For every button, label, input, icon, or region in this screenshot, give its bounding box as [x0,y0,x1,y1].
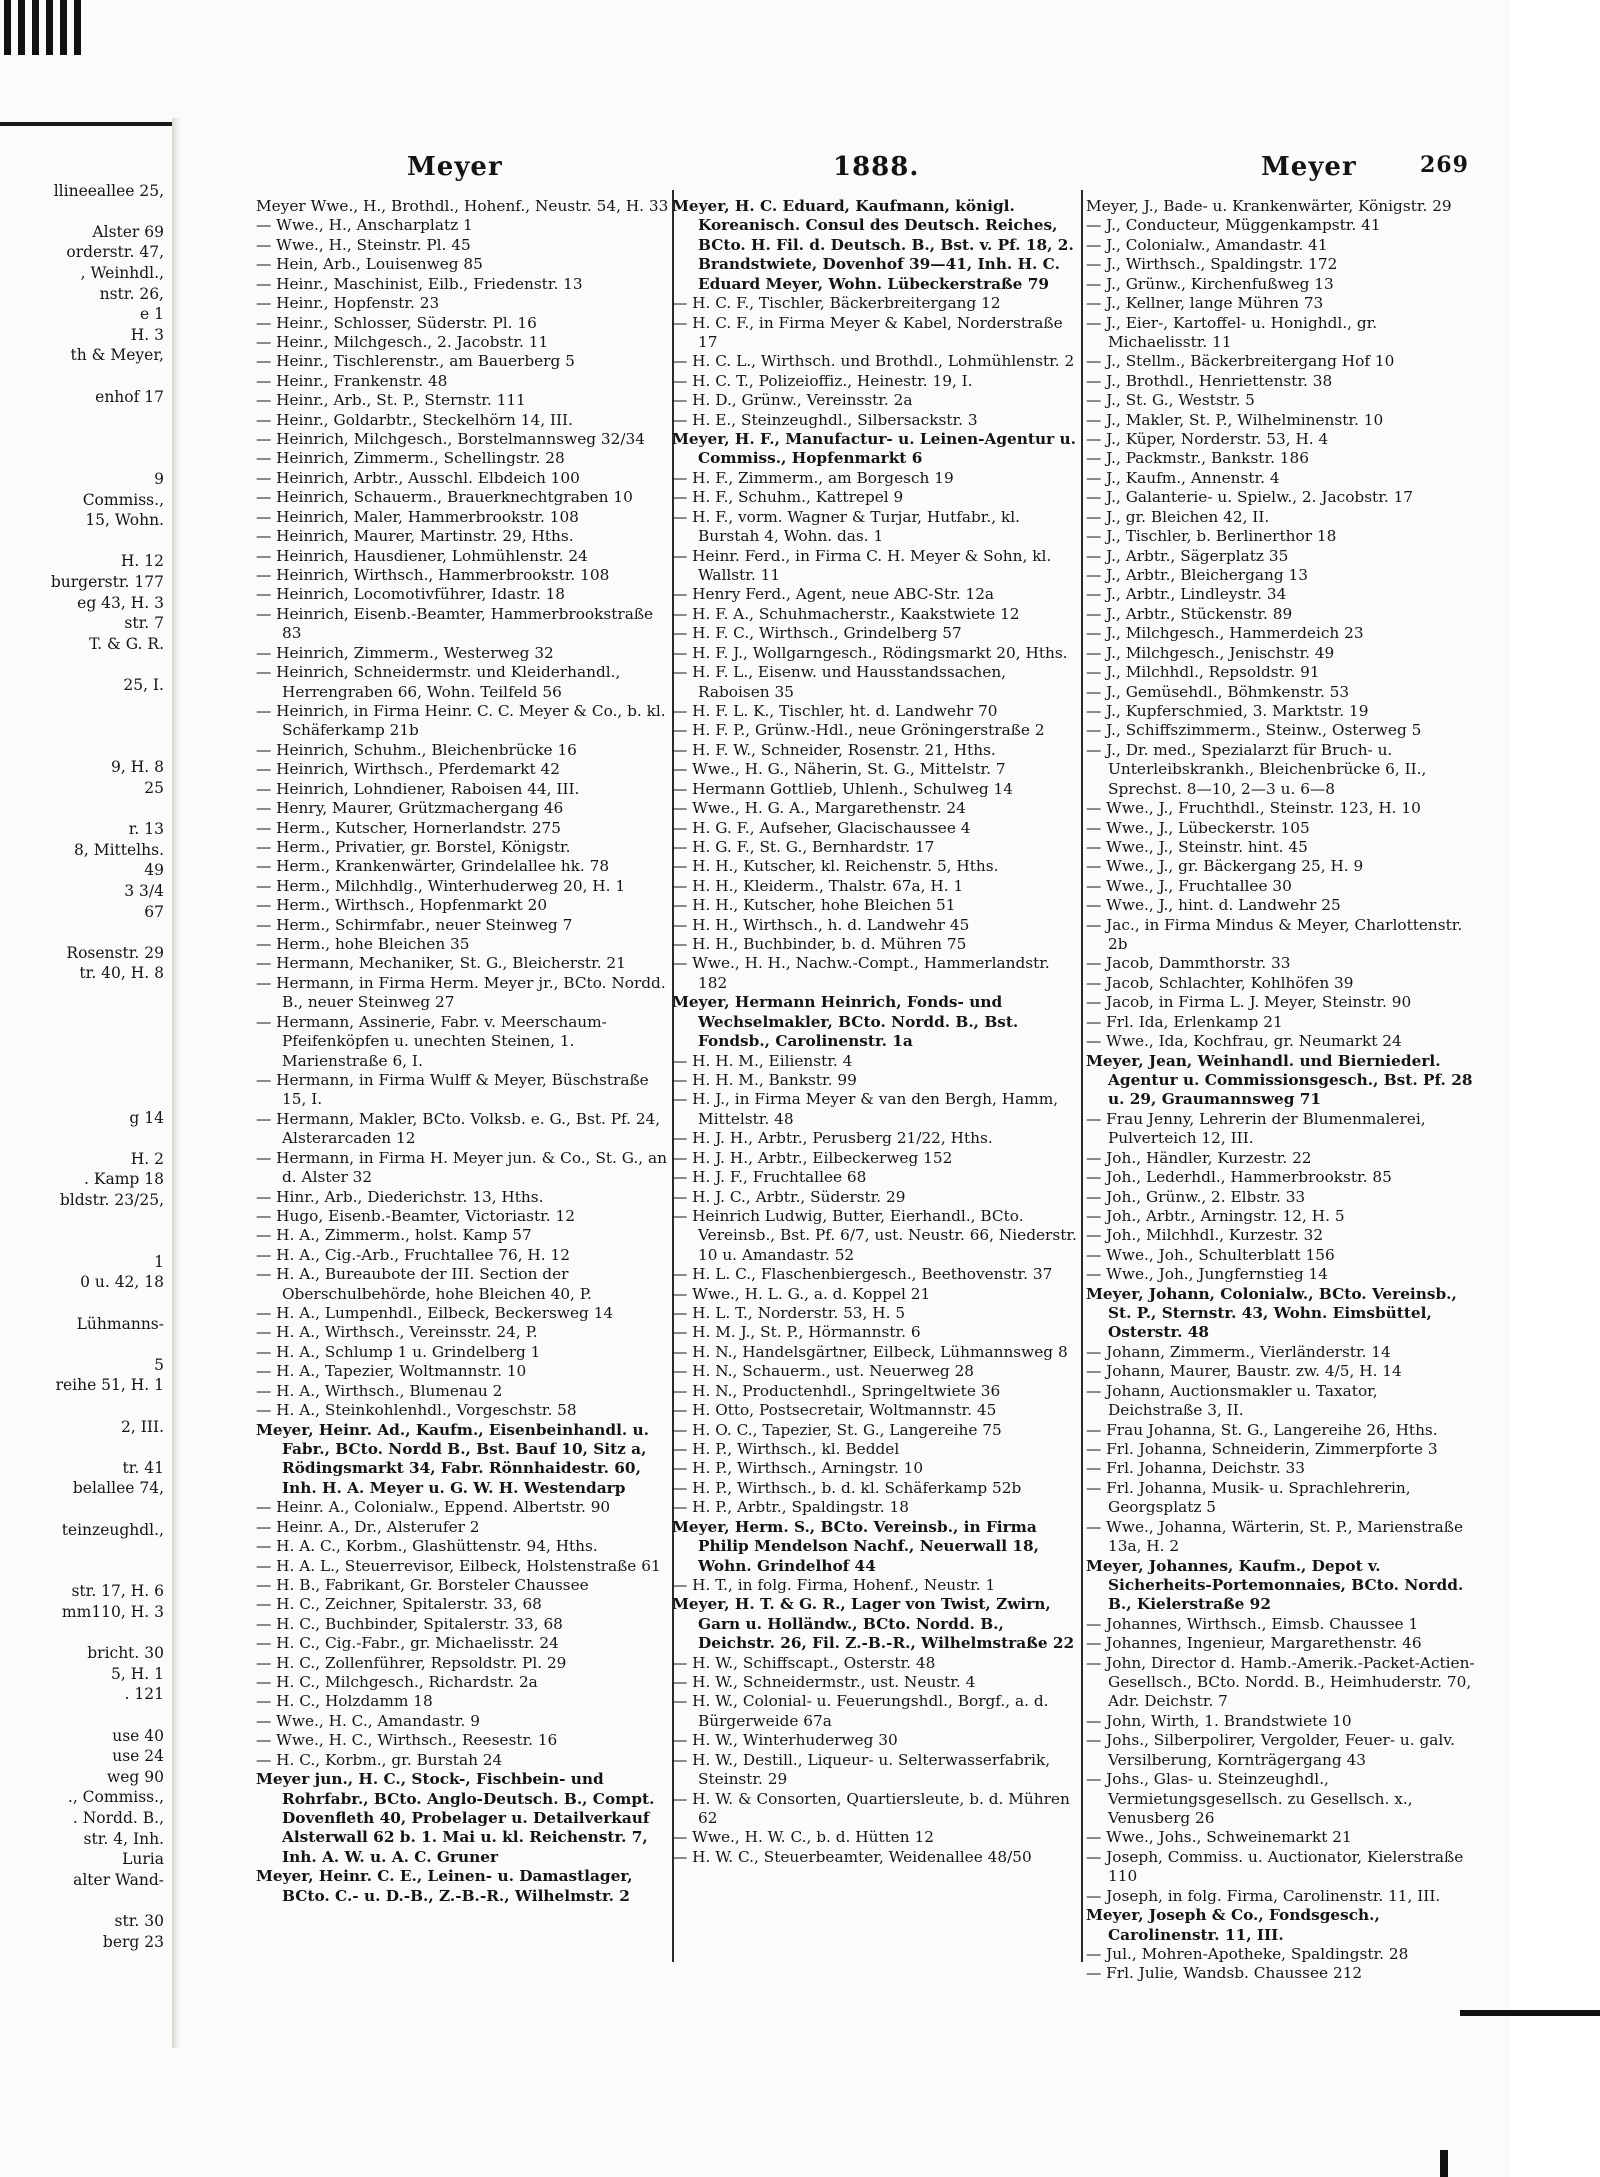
directory-entry: — Johannes, Ingenieur, Margarethenstr. 46 [1086,1634,1422,1653]
directory-entry: — H. F. L. K., Tischler, ht. d. Landwehr 70 [672,701,998,720]
left-page-fragment: burgerstr. 177 [50,573,164,591]
left-page-fragment: tr. 41 [122,1458,164,1477]
directory-entry: — Wwe., Joh., Schulterblatt 156 [1086,1245,1335,1264]
directory-entry: — J., Arbtr., Stückenstr. 89 [1086,604,1293,623]
directory-entry: — J., Dr. med., Spezialarzt für Bruch- u. Unterleibskrankh., Bleichenbrücke 6, II., Sprechst. 8—10, 2—3 u. 6—8 [1086,740,1427,798]
directory-main-entry: Meyer, H. T. & G. R., Lager von Twist, Zwirn, Garn u. Holländw., BCto. Nordd. B., Deichstr. 26, Fil. Z.-B.-R., Wilhelmstraße 22 [672,1595,1075,1653]
directory-entry: — Wwe., J., Fruchthdl., Steinstr. 123, H. 10 [1086,799,1421,818]
left-page-fragment: Luria [122,1850,164,1869]
directory-entry: — H. A., Lumpenhdl., Eilbeck, Beckersweg 14 [256,1304,614,1323]
directory-entry: — H. A., Bureaubote der III. Section der Oberschulbehörde, hohe Bleichen 40, P. [256,1265,592,1303]
directory-entry: — H. N., Schauerm., ust. Neuerweg 28 [672,1362,975,1381]
left-page-fragment: T. & G. R. [89,634,164,653]
directory-entry: — H. E., Steinzeughdl., Silbersackstr. 3 [672,410,978,429]
bottom-edge-rule [1460,2010,1600,2016]
directory-entry: — Heinrich, Eisenb.-Beamter, Hammerbrookstraße 83 [256,604,654,643]
directory-entry: — H. W. & Consorten, Quartiersleute, b. d. Mühren 62 [672,1789,1070,1828]
header-year: 1888. [833,152,920,182]
left-page-fragment: str. 17, H. 6 [71,1582,164,1601]
directory-entry: — J., Arbtr., Lindleystr. 34 [1086,585,1287,604]
directory-entry: — H. C., Korbm., gr. Burstah 24 [256,1750,503,1769]
directory-entry: — Joh., Lederhdl., Hammerbrookstr. 85 [1086,1168,1392,1187]
directory-entry: — H. F. J., Wollgarngesch., Rödingsmarkt 20, Hths. [672,643,1068,662]
directory-entry: — J., Küper, Norderstr. 53, H. 4 [1086,430,1329,449]
directory-entry: — Heinr., Milchgesch., 2. Jacobstr. 11 [256,332,549,351]
directory-entry: — Wwe., H. W. C., b. d. Hütten 12 [672,1828,934,1847]
directory-entry: — Heinrich, Zimmerm., Schellingstr. 28 [256,449,565,468]
directory-entry: — Heinrich, Schuhm., Bleichenbrücke 16 [256,740,577,759]
directory-entry: — Heinrich Ludwig, Butter, Eierhandl., BCto. Vereinsb., Bst. Pf. 6/7, ust. Neustr. 66, Niederstr. 10 u. Amandastr. 52 [672,1206,1077,1264]
directory-entry: — J., Galanterie- u. Spielw., 2. Jacobstr. 17 [1086,488,1414,507]
directory-entry: — H. A., Cig.-Arb., Fruchtallee 76, H. 12 [256,1245,570,1264]
directory-entry: — Jul., Mohren-Apotheke, Spaldingstr. 28 [1086,1944,1409,1963]
directory-entry: Meyer, J., Bade- u. Krankenwärter, Königstr. 29 [1086,197,1452,215]
directory-entry: — Wwe., H. H., Nachw.-Compt., Hammerlandstr. 182 [672,954,1050,992]
directory-entry: — Frau Jenny, Lehrerin der Blumenmalerei, Pulverteich 12, III. [1086,1109,1426,1148]
directory-entry: — H. C., Zollenführer, Repsoldstr. Pl. 29 [256,1653,567,1672]
directory-entry: — Heinrich, Maurer, Martinstr. 29, Hths. [256,527,574,546]
directory-entry: — Hinr., Arb., Diederichstr. 13, Hths. [256,1187,544,1206]
left-page-fragment: Lühmanns- [76,1314,164,1333]
directory-entry: — Heinr., Goldarbtr., Steckelhörn 14, III. [256,410,573,429]
directory-entry: — H. W., Schneidermstr., ust. Neustr. 4 [672,1673,976,1692]
corner-mark [1440,2150,1448,2177]
directory-entry: — H. W., Destill., Liqueur- u. Selterwasserfabrik, Steinstr. 29 [672,1750,1051,1789]
directory-entry: — H. C. T., Polizeioffiz., Heinestr. 19, I. [672,371,973,390]
left-page-fragment: g 14 [129,1108,164,1127]
directory-main-entry: Meyer, Joseph & Co., Fondsgesch., Carolinenstr. 11, III. [1086,1906,1380,1944]
book-gutter [172,118,184,2048]
directory-entry: — J., Kaufm., Annenstr. 4 [1086,468,1280,487]
left-page-rule [0,122,175,126]
left-page-fragment: 3 3/4 [124,882,164,900]
directory-entry: — J., Schiffszimmerm., Steinw., Osterweg 5 [1086,721,1422,740]
left-page-fragment: weg 90 [106,1767,164,1786]
directory-entry: — Heinr., Hopfenstr. 23 [256,294,440,313]
directory-entry: — H. O. C., Tapezier, St. G., Langereihe 75 [672,1420,1002,1439]
right-page-margin [1510,0,1600,2177]
left-page-fragment: use 40 [112,1726,164,1745]
directory-entry: — H. P., Wirthsch., b. d. kl. Schäferkamp 52b [672,1478,1022,1497]
directory-entry: — Heinrich, Schauerm., Brauerknechtgraben 10 [256,488,633,507]
page-number: 269 [1420,152,1469,178]
directory-entry: — Frl. Julie, Wandsb. Chaussee 212 [1086,1964,1363,1983]
directory-entry: — Herm., Schirmfabr., neuer Steinweg 7 [256,915,573,934]
directory-entry: — Joh., Grünw., 2. Elbstr. 33 [1086,1187,1306,1206]
directory-entry: — H. G. F., St. G., Bernhardstr. 17 [672,837,935,856]
directory-entry: — Frl. Johanna, Deichstr. 33 [1086,1459,1306,1478]
directory-entry: — Wwe., Johanna, Wärterin, St. P., Marienstraße 13a, H. 2 [1086,1517,1464,1556]
directory-main-entry: Meyer, Johann, Colonialw., BCto. Vereinsb., St. P., Sternstr. 43, Wohn. Eimsbüttel, Osterstr. 48 [1086,1284,1457,1342]
left-page-fragment: reihe 51, H. 1 [55,1376,164,1395]
directory-entry: — H. C., Milchgesch., Richardstr. 2a [256,1673,538,1692]
left-page-fragment: mm110, H. 3 [61,1603,164,1621]
directory-entry: — H. C. L., Wirthsch. und Brothdl., Lohmühlenstr. 2 [672,352,1075,371]
directory-main-entry: Meyer, Herm. S., BCto. Vereinsb., in Firma Philip Mendelson Nachf., Neuerwall 18, Wohn. Grindelhof 44 [672,1517,1039,1575]
left-page-fragment: 67 [144,902,164,921]
directory-entry: — H. A., Schlump 1 u. Grindelberg 1 [256,1342,541,1361]
directory-entry: — Johann, Auctionsmakler u. Taxator, Deichstraße 3, II. [1086,1381,1378,1420]
directory-entry: — J., Brothdl., Henriettenstr. 38 [1086,371,1333,390]
directory-entry: — Heinr. A., Dr., Alsterufer 2 [256,1517,480,1536]
directory-entry: — H. H., Kleiderm., Thalstr. 67a, H. 1 [672,876,964,895]
directory-entry: — H. J. C., Arbtr., Süderstr. 29 [672,1187,906,1206]
directory-entry: — Hermann, in Firma H. Meyer jun. & Co., St. G., an d. Alster 32 [256,1148,667,1187]
directory-entry: — H. P., Wirthsch., kl. Beddel [672,1440,900,1458]
directory-entry: — Herm., Krankenwärter, Grindelallee hk. 78 [256,857,610,876]
directory-entry: — H. W., Colonial- u. Feuerungshdl., Borgf., a. d. Bürgerweide 67a [672,1692,1049,1730]
directory-entry: — H. A., Steinkohlenhdl., Vorgeschstr. 58 [256,1401,577,1420]
directory-entry: — H. F., vorm. Wagner & Turjar, Hutfabr., kl. Burstah 4, Wohn. das. 1 [672,507,1021,546]
left-page-fragment: 25, I. [123,676,164,694]
header-left-title: Meyer [407,152,503,182]
directory-entry: — H. H. M., Eilienstr. 4 [672,1051,853,1070]
header-right-title: Meyer [1261,152,1357,182]
directory-entry: — J., Milchgesch., Jenischstr. 49 [1086,643,1335,662]
directory-entry: — Herm., Kutscher, Hornerlandstr. 275 [256,818,562,837]
directory-entry: — H. C., Holzdamm 18 [256,1692,433,1711]
directory-entry: — H. W., Schiffscapt., Osterstr. 48 [672,1653,936,1672]
directory-entry: — H. P., Wirthsch., Arningstr. 10 [672,1459,924,1478]
directory-entry: — Henry Ferd., Agent, neue ABC-Str. 12a [672,585,995,604]
left-page-fragment: llineeallee 25, [53,181,164,200]
directory-entry: — Heinrich, Arbtr., Ausschl. Elbdeich 100 [256,468,580,487]
directory-entry: — Hermann, Makler, BCto. Volksb. e. G., Bst. Pf. 24, Alsterarcaden 12 [256,1109,661,1148]
directory-entry: — Johs., Glas- u. Steinzeughdl., Vermietungsgesellsch. zu Gesellsch. x., Venusberg 26 [1086,1770,1413,1828]
directory-main-entry: Meyer jun., H. C., Stock-, Fischbein- und Rohrfabr., BCto. Anglo-Deutsch. B., Compt. Dovenfleth 40, Probelager u. Detailverkauf Alsterwall 62 b. 1. Mai u. kl. Reichenstr. 7, Inh. A. W. u. A. C. Gruner [256,1770,655,1866]
directory-column-3 [1086,197,1476,1983]
left-page-fragment: 25 [144,779,164,797]
directory-entry: — J., Grünw., Kirchenfußweg 13 [1086,274,1334,293]
directory-column-2 [672,197,1080,1962]
left-page-fragment: Alster 69 [92,222,164,241]
left-page-fragment: alter Wand- [73,1870,164,1889]
left-page-fragment: 49 [144,861,164,880]
binding-strip [0,0,84,55]
directory-entry: — J., Wirthsch., Spaldingstr. 172 [1086,255,1338,274]
directory-entry: — H. J. H., Arbtr., Eilbeckerweg 152 [672,1148,953,1167]
directory-entry: — Wwe., Ida, Kochfrau, gr. Neumarkt 24 [1086,1032,1402,1051]
left-page-fragment: nstr. 26, [99,284,164,303]
directory-entry: — H. F. C., Wirthsch., Grindelberg 57 [672,624,962,643]
directory-entry: — H. H., Kutscher, hohe Bleichen 51 [672,896,956,915]
directory-entry: — H. J. H., Arbtr., Perusberg 21/22, Hths. [672,1129,993,1148]
directory-entry: — Herm., Privatier, gr. Borstel, Königstr. [256,837,571,856]
directory-entry: — Heinr. A., Colonialw., Eppend. Albertstr. 90 [256,1498,611,1517]
directory-entry: — J., Milchhdl., Repsoldstr. 91 [1086,663,1320,682]
directory-entry: — H. F. W., Schneider, Rosenstr. 21, Hths. [672,740,996,759]
left-page-fragment: str. 7 [124,614,164,633]
directory-entry: — Hugo, Eisenb.-Beamter, Victoriastr. 12 [256,1206,575,1225]
directory-entry: — Heinrich, Zimmerm., Westerweg 32 [256,643,554,662]
directory-entry: — John, Director d. Hamb.-Amerik.-Packet-Actien-Gesellsch., BCto. Nordd. B., Heimhuderstr. 70, Adr. Deichstr. 7 [1086,1653,1475,1711]
directory-entry: — Heinrich, Milchgesch., Borstelmannsweg 32/34 [256,430,645,449]
directory-entry: — Johannes, Wirthsch., Eimsb. Chaussee 1 [1086,1614,1419,1633]
left-page-fragment: Rosenstr. 29 [66,943,164,962]
left-page-fragment: r. 13 [128,820,164,839]
left-page-fragment: 5, H. 1 [111,1664,164,1683]
directory-entry: — H. G. F., Aufseher, Glacischaussee 4 [672,818,971,837]
directory-entry: — Jacob, in Firma L. J. Meyer, Steinstr. 90 [1086,993,1412,1012]
directory-entry: — Heinrich, Wirthsch., Pferdemarkt 42 [256,760,561,779]
directory-entry: — Hermann, Mechaniker, St. G., Bleicherstr. 21 [256,954,626,973]
left-page-fragment: teinzeughdl., [61,1520,164,1539]
directory-entry: — H. J., in Firma Meyer & van den Bergh, Hamm, Mittelstr. 48 [672,1090,1059,1128]
directory-entry: — Heinr., Schlosser, Süderstr. Pl. 16 [256,313,537,332]
directory-entry: — Joseph, Commiss. u. Auctionator, Kielerstraße 110 [1086,1847,1464,1886]
directory-main-entry: Meyer, Heinr. C. E., Leinen- u. Damastlager, BCto. C.- u. D.-B., Z.-B.-R., Wilhelmstr. 2 [256,1867,633,1905]
directory-entry: — H. N., Handelsgärtner, Eilbeck, Lühmannsweg 8 [672,1342,1068,1361]
directory-entry: — Wwe., J., Lübeckerstr. 105 [1086,818,1310,837]
left-page-fragment: 0 u. 42, 18 [80,1273,164,1292]
left-page-fragment-column [0,160,172,1980]
directory-entry: — H. B., Fabrikant, Gr. Borsteler Chaussee [256,1575,589,1594]
directory-entry: — H. L. T., Norderstr. 53, H. 5 [672,1304,906,1323]
directory-entry: — H. W., Winterhuderweg 30 [672,1731,898,1750]
directory-entry: — Frl. Johanna, Schneiderin, Zimmerpforte 3 [1086,1440,1438,1458]
directory-entry: — J., Kupferschmied, 3. Marktstr. 19 [1086,701,1369,720]
left-page-fragment: 9, H. 8 [111,758,164,777]
left-page-fragment: enhof 17 [95,387,164,406]
directory-main-entry: Meyer, H. F., Manufactur- u. Leinen-Agentur u. Commiss., Hopfenmarkt 6 [672,430,1076,468]
directory-entry: — J., Tischler, b. Berlinerthor 18 [1086,527,1337,546]
directory-entry: — Wwe., Joh., Jungfernstieg 14 [1086,1265,1328,1284]
directory-entry: — Henry, Maurer, Grützmachergang 46 [256,799,564,818]
directory-entry: — H. H., Wirthsch., h. d. Landwehr 45 [672,915,970,934]
directory-entry: — Hermann Gottlieb, Uhlenh., Schulweg 14 [672,779,1014,798]
directory-main-entry: Meyer, Jean, Weinhandl. und Bierniederl. Agentur u. Commissionsgesch., Bst. Pf. 28 u. 29, Graumannsweg 71 [1086,1051,1473,1109]
directory-entry: — Frl. Ida, Erlenkamp 21 [1086,1012,1283,1031]
left-page-fragment: use 24 [112,1747,164,1766]
directory-entry: — Wwe., H. L. G., a. d. Koppel 21 [672,1284,931,1303]
directory-entry: — H. Otto, Postsecretair, Woltmannstr. 45 [672,1401,997,1420]
directory-entry: — H. A. C., Korbm., Glashüttenstr. 94, Hths. [256,1537,598,1556]
directory-entry: — Hermann, Assinerie, Fabr. v. Meerschaum-Pfeifenköpfen u. unechten Steinen, 1. Marienstraße 6, I. [256,1012,607,1070]
left-page-fragment: berg 23 [102,1932,164,1951]
directory-entry: — Joh., Arbtr., Arningstr. 12, H. 5 [1086,1206,1345,1225]
directory-entry: — H. J. F., Fruchtallee 68 [672,1168,867,1187]
directory-entry: — Heinrich, in Firma Heinr. C. C. Meyer & Co., b. kl. Schäferkamp 21b [256,701,666,740]
left-page-fragment: . 121 [124,1685,164,1704]
directory-entry: — Wwe., H., Steinstr. Pl. 45 [256,235,471,254]
directory-entry: — Johs., Silberpolirer, Vergolder, Feuer- u. galv. Versilberung, Kornträgergang 43 [1086,1731,1455,1769]
directory-main-entry: Meyer, Johannes, Kaufm., Depot v. Sicherheits-Portemonnaies, BCto. Nordd. B., Kielerstraße 92 [1086,1556,1464,1614]
directory-entry: — H. A., Wirthsch., Blumenau 2 [256,1381,503,1400]
directory-entry: — H. N., Productenhdl., Springeltwiete 36 [672,1381,1001,1400]
directory-entry: — H. F., Zimmerm., am Borgesch 19 [672,468,954,487]
directory-entry: — Wwe., J., hint. d. Landwehr 25 [1086,896,1341,915]
directory-entry: — J., Arbtr., Sägerplatz 35 [1086,546,1289,565]
directory-entry: — Frl. Johanna, Musik- u. Sprachlehrerin, Georgsplatz 5 [1086,1478,1411,1517]
directory-main-entry: Meyer, Heinr. Ad., Kaufm., Eisenbeinhandl. u. Fabr., BCto. Nordd B., Bst. Bauf 10, Sitz a, Rödingsmarkt 34, Fabr. Rönnhaidestr. 60, Inh. H. A. Meyer u. G. W. H. Westendarp [256,1420,649,1497]
left-page-fragment: th & Meyer, [70,346,164,365]
directory-entry: — H. A., Wirthsch., Vereinsstr. 24, P. [256,1323,538,1342]
directory-entry: — J., Kellner, lange Mühren 73 [1086,294,1324,313]
directory-entry: — Jacob, Dammthorstr. 33 [1086,954,1291,973]
left-page-fragment: tr. 40, H. 8 [79,964,164,983]
directory-entry: — J., Gemüsehdl., Böhmkenstr. 53 [1086,682,1350,701]
directory-entry: — H. M. J., St. P., Hörmannstr. 6 [672,1323,921,1342]
directory-entry: — Heinrich, Schneidermstr. und Kleiderhandl., Herrengraben 66, Wohn. Teilfeld 56 [256,663,621,701]
directory-entry: — H. C. F., in Firma Meyer & Kabel, Norderstraße 17 [672,313,1063,351]
directory-entry: — J., Colonialw., Amandastr. 41 [1086,235,1328,254]
left-page-fragment: 15, Wohn. [85,511,164,530]
directory-entry: — H. H. M., Bankstr. 99 [672,1070,857,1089]
directory-entry: — Johann, Maurer, Baustr. zw. 4/5, H. 14 [1086,1362,1402,1381]
left-page-fragment: . Kamp 18 [84,1170,164,1189]
directory-entry: — H. L. C., Flaschenbiergesch., Beethovenstr. 37 [672,1265,1053,1284]
left-page-fragment: 2, III. [120,1417,164,1436]
directory-entry: — Jac., in Firma Mindus & Meyer, Charlottenstr. 2b [1086,915,1463,954]
directory-entry: — Joh., Händler, Kurzestr. 22 [1086,1148,1312,1167]
directory-entry: — Johann, Zimmerm., Vierländerstr. 14 [1086,1342,1391,1361]
left-page-fragment: belallee 74, [72,1479,164,1498]
page-header [185,152,1485,192]
directory-entry: — Wwe., H. C., Amandastr. 9 [256,1711,480,1730]
directory-entry: — Hermann, in Firma Herm. Meyer jr., BCto. Nordd. B., neuer Steinweg 27 [256,973,666,1012]
directory-entry: — H. P., Arbtr., Spaldingstr. 18 [672,1498,909,1517]
directory-entry: — Heinr., Maschinist, Eilb., Friedenstr. 13 [256,274,583,293]
left-page-fragment: , Weinhdl., [80,264,164,282]
directory-entry: — Joh., Milchhdl., Kurzestr. 32 [1086,1226,1324,1245]
directory-entry: — Wwe., H. G., Näherin, St. G., Mittelstr. 7 [672,760,1006,779]
left-page-fragment: H. 3 [130,325,164,344]
left-page-fragment: str. 30 [114,1912,164,1930]
left-page-fragment: H. 12 [120,552,164,571]
directory-entry: — Herm., Milchhdlg., Winterhuderweg 20, H. 1 [256,876,626,895]
directory-entry: — Heinrich, Hausdiener, Lohmühlenstr. 24 [256,546,588,565]
directory-column-1 [256,197,676,1962]
directory-entry: — Wwe., J., Steinstr. hint. 45 [1086,837,1308,856]
directory-entry: — H. W. C., Steuerbeamter, Weidenallee 48/50 [672,1847,1032,1866]
directory-entry: — Heinr. Ferd., in Firma C. H. Meyer & Sohn, kl. Wallstr. 11 [672,546,1052,585]
directory-entry: — H. A. L., Steuerrevisor, Eilbeck, Holstenstraße 61 [256,1556,661,1575]
directory-entry: — J., St. G., Weststr. 5 [1086,391,1255,410]
directory-entry: — J., Arbtr., Bleichergang 13 [1086,566,1308,585]
left-page-fragment: str. 4, Inh. [83,1829,164,1848]
directory-entry: — J., Makler, St. P., Wilhelminenstr. 10 [1086,410,1384,429]
left-page-fragment: bldstr. 23/25, [59,1191,164,1209]
directory-entry: — H. F. A., Schuhmacherstr., Kaakstwiete 12 [672,604,1020,623]
directory-entry: — H. C. F., Tischler, Bäckerbreitergang 12 [672,294,1001,313]
directory-entry: — Wwe., H., Anscharplatz 1 [256,216,473,235]
directory-entry: — H. D., Grünw., Vereinsstr. 2a [672,391,913,410]
directory-entry: — H. C., Cig.-Fabr., gr. Michaelisstr. 24 [256,1634,559,1653]
directory-entry: — H. H., Buchbinder, b. d. Mühren 75 [672,935,967,954]
directory-entry: — Wwe., J., gr. Bäckergang 25, H. 9 [1086,857,1364,876]
directory-entry: — H. A., Tapezier, Woltmannstr. 10 [256,1362,527,1381]
directory-entry: — Heinr., Arb., St. P., Sternstr. 111 [256,391,526,410]
directory-entry: — Wwe., H. C., Wirthsch., Reesestr. 16 [256,1731,558,1750]
directory-entry: — Herm., Wirthsch., Hopfenmarkt 20 [256,896,548,915]
directory-entry: — Herm., hohe Bleichen 35 [256,935,470,954]
directory-entry: — Joseph, in folg. Firma, Carolinenstr. 11, III. [1086,1886,1441,1905]
directory-entry: — J., Stellm., Bäckerbreitergang Hof 10 [1086,352,1395,371]
directory-entry: — Hermann, in Firma Wulff & Meyer, Büschstraße 15, I. [256,1070,649,1109]
left-page-fragment: 8, Mittelhs. [74,840,164,859]
left-page-fragment: bricht. 30 [87,1644,164,1663]
directory-entry: — H. A., Zimmerm., holst. Kamp 57 [256,1226,532,1245]
directory-entry: — Jacob, Schlachter, Kohlhöfen 39 [1086,973,1354,992]
directory-entry: — H. C., Buchbinder, Spitalerstr. 33, 68 [256,1614,563,1633]
directory-entry: — Wwe., H. G. A., Margarethenstr. 24 [672,799,966,818]
directory-entry: — J., Conducteur, Müggenkampstr. 41 [1086,216,1381,235]
directory-entry: — H. F., Schuhm., Kattrepel 9 [672,488,904,507]
left-page-fragment: e 1 [140,305,164,324]
directory-entry: — J., gr. Bleichen 42, II. [1086,507,1270,526]
directory-entry: — Heinrich, Lohndiener, Raboisen 44, III. [256,779,580,798]
directory-entry: — J., Packmstr., Bankstr. 186 [1086,449,1310,468]
directory-entry: — Heinrich, Locomotivführer, Idastr. 18 [256,585,566,604]
directory-entry: — Heinr., Tischlerenstr., am Bauerberg 5 [256,352,575,371]
column-divider [1081,190,1083,1962]
left-page-fragment: 1 [154,1252,164,1271]
left-page-fragment: Commiss., [82,490,164,509]
directory-entry: — H. F. P., Grünw.-Hdl., neue Gröningerstraße 2 [672,721,1045,740]
left-page-fragment: ., Commiss., [67,1788,164,1807]
directory-entry: — Heinr., Frankenstr. 48 [256,371,448,390]
directory-entry: — Hein, Arb., Louisenweg 85 [256,255,483,274]
directory-entry: — J., Milchgesch., Hammerdeich 23 [1086,624,1364,643]
directory-entry: — H. F. L., Eisenw. und Hausstandssachen, Raboisen 35 [672,663,1007,701]
directory-entry: — John, Wirth, 1. Brandstwiete 10 [1086,1711,1352,1730]
left-page-fragment: H. 2 [130,1149,164,1168]
directory-entry: — Frau Johanna, St. G., Langereihe 26, Hths. [1086,1420,1438,1439]
directory-entry: — Wwe., Johs., Schweinemarkt 21 [1086,1828,1352,1847]
directory-entry: — Heinrich, Maler, Hammerbrookstr. 108 [256,507,579,526]
directory-entry: — Heinrich, Wirthsch., Hammerbrookstr. 108 [256,566,610,585]
directory-main-entry: Meyer, H. C. Eduard, Kaufmann, königl. Koreanisch. Consul des Deutsch. Reiches, BCto. H. Fil. d. Deutsch. B., Bst. v. Pf. 18, 2. Brandstwiete, Dovenhof 39—41, Inh. H. C. Eduard Meyer, Wohn. Lübeckerstraße 79 [672,197,1074,293]
directory-entry: Meyer Wwe., H., Brothdl., Hohenf., Neustr. 54, H. 33 [256,197,669,215]
directory-entry: — H. T., in folg. Firma, Hohenf., Neustr. 1 [672,1575,996,1594]
directory-entry: — J., Eier-, Kartoffel- u. Honighdl., gr. Michaelisstr. 11 [1086,313,1378,351]
directory-entry: — Wwe., J., Fruchtallee 30 [1086,876,1292,895]
left-page-fragment: . Nordd. B., [72,1809,164,1827]
directory-entry: — H. H., Kutscher, kl. Reichenstr. 5, Hths. [672,857,999,876]
left-page-fragment: orderstr. 47, [66,243,164,262]
left-page-fragment: 5 [154,1355,164,1374]
left-page-fragment: 9 [154,470,164,488]
left-page-fragment: eg 43, H. 3 [77,593,164,612]
directory-main-entry: Meyer, Hermann Heinrich, Fonds- und Wechselmakler, BCto. Nordd. B., Bst. Fondsb., Carolinenstr. 1a [672,993,1019,1051]
directory-entry: — H. C., Zeichner, Spitalerstr. 33, 68 [256,1595,542,1614]
